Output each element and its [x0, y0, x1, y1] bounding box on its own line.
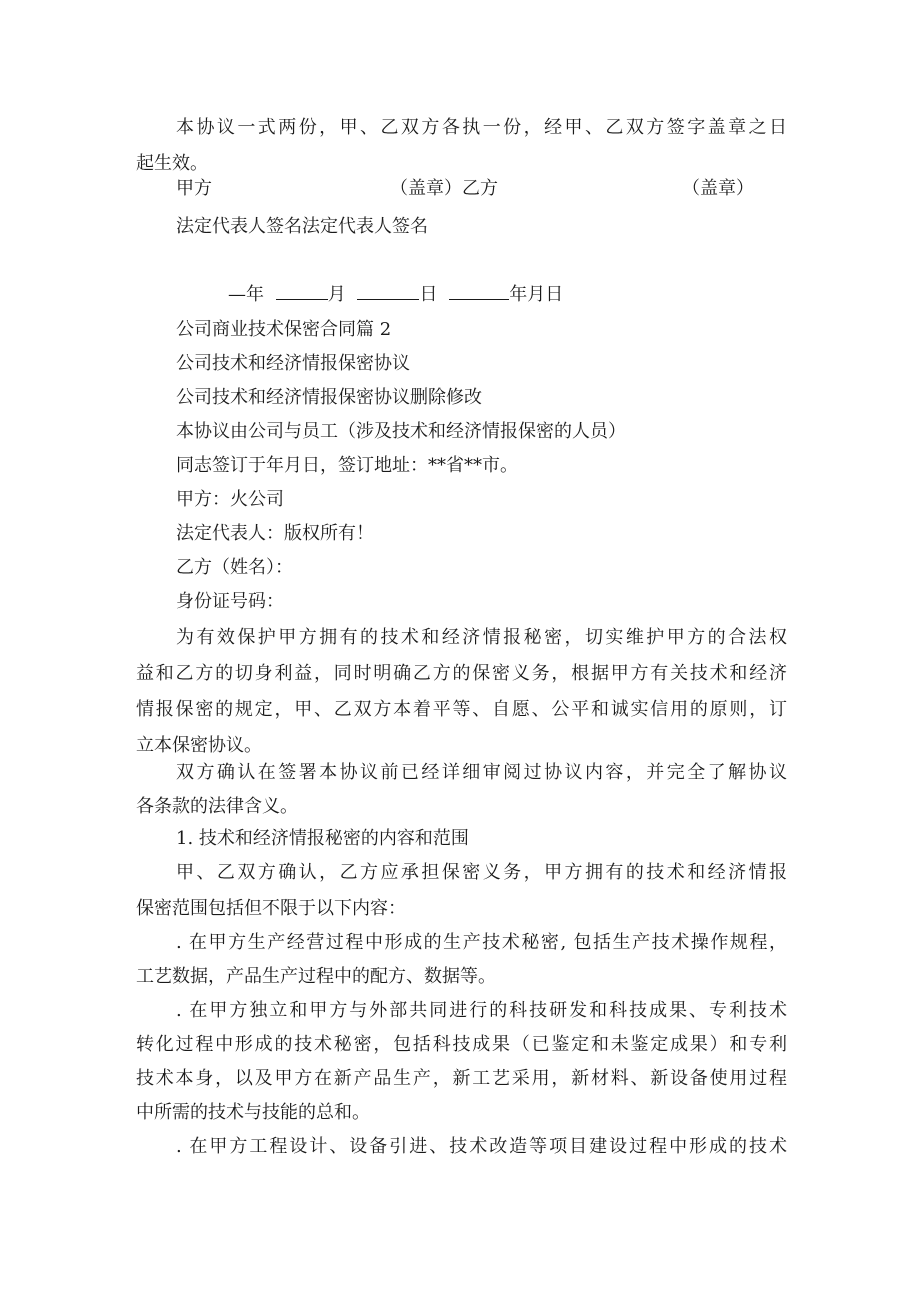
paragraph-line: 公司技术和经济情报保密协议 — [176, 353, 410, 374]
paragraph-line: 同志签订于年月日，签订地址：**省**市。 — [176, 455, 518, 476]
paragraph-line: 工艺数据，产品生产过程中的配方、数据等。 — [136, 966, 496, 987]
paragraph-line: 双方确认在签署本协议前已经详细审阅过协议内容，并完全了解协议 — [176, 762, 787, 783]
list-item-line: . 在甲方独立和甲方与外部共同进行的科技研发和科技成果、专利技术 — [176, 1000, 787, 1021]
paragraph-line: 为有效保护甲方拥有的技术和经济情报秘密，切实维护甲方的合法权 — [176, 627, 787, 648]
paragraph-line: 保密范围包括但不限于以下内容： — [136, 898, 406, 919]
signature-party-a: 甲方 — [176, 178, 212, 199]
paragraph-line: 各条款的法律含义。 — [136, 796, 298, 817]
paragraph-line: 乙方（姓名）： — [176, 557, 293, 578]
paragraph-line: 本协议一式两份，甲、乙双方各执一份，经甲、乙双方签字盖章之日 — [176, 117, 787, 138]
date-day-label: 日 — [419, 284, 438, 305]
paragraph-line: 甲方：火公司 — [176, 489, 284, 510]
paragraph-line: 本协议由公司与员工（涉及技术和经济情报保密的人员） — [176, 421, 626, 442]
list-item-line: . 在甲方工程设计、设备引进、技术改造等项目建设过程中形成的技术 — [176, 1136, 787, 1157]
legal-rep-signature-line: 法定代表人签名法定代表人签名 — [176, 216, 428, 237]
paragraph-line: 转化过程中形成的技术秘密，包括科技成果（已鉴定和未鉴定成果）和专利 — [136, 1034, 787, 1055]
paragraph-line: 公司技术和经济情报保密协议删除修改 — [176, 387, 482, 408]
list-item-line: . 在甲方生产经营过程中形成的生产技术秘密, 包括生产技术操作规程， — [176, 932, 787, 953]
date-blank-2 — [357, 281, 419, 300]
paragraph-line: 益和乙方的切身利益，同时明确乙方的保密义务，根据甲方有关技术和经济 — [136, 663, 787, 684]
paragraph-line: 技术本身，以及甲方在新产品生产，新工艺采用，新材料、新设备使用过程 — [136, 1068, 787, 1089]
paragraph-line: 法定代表人：版权所有！ — [176, 523, 374, 544]
date-line — [228, 281, 563, 308]
date-ymd-label: 年月日 — [509, 284, 564, 305]
date-blank-1 — [276, 281, 328, 300]
date-blank-3 — [449, 281, 509, 300]
paragraph-line: 甲、乙双方确认，乙方应承担保密义务，甲方拥有的技术和经济情报 — [176, 862, 787, 883]
section-heading: 1. 技术和经济情报秘密的内容和范围 — [176, 828, 469, 849]
section-title: 公司商业技术保密合同篇 2 — [176, 319, 392, 340]
paragraph-line: 立本保密协议。 — [136, 735, 262, 756]
signature-seal-party-b: （盖章）乙方 — [390, 178, 498, 199]
paragraph-line: 起生效。 — [136, 153, 208, 174]
date-month-label: 月 — [327, 284, 346, 305]
signature-seal: （盖章） — [682, 178, 754, 199]
paragraph-line: 中所需的技术与技能的总和。 — [136, 1102, 370, 1123]
date-year-label: —年 — [228, 284, 264, 305]
paragraph-line: 身份证号码： — [176, 591, 284, 612]
paragraph-line: 情报保密的规定，甲、乙双方本着平等、自愿、公平和诚实信用的原则，订 — [136, 699, 787, 720]
